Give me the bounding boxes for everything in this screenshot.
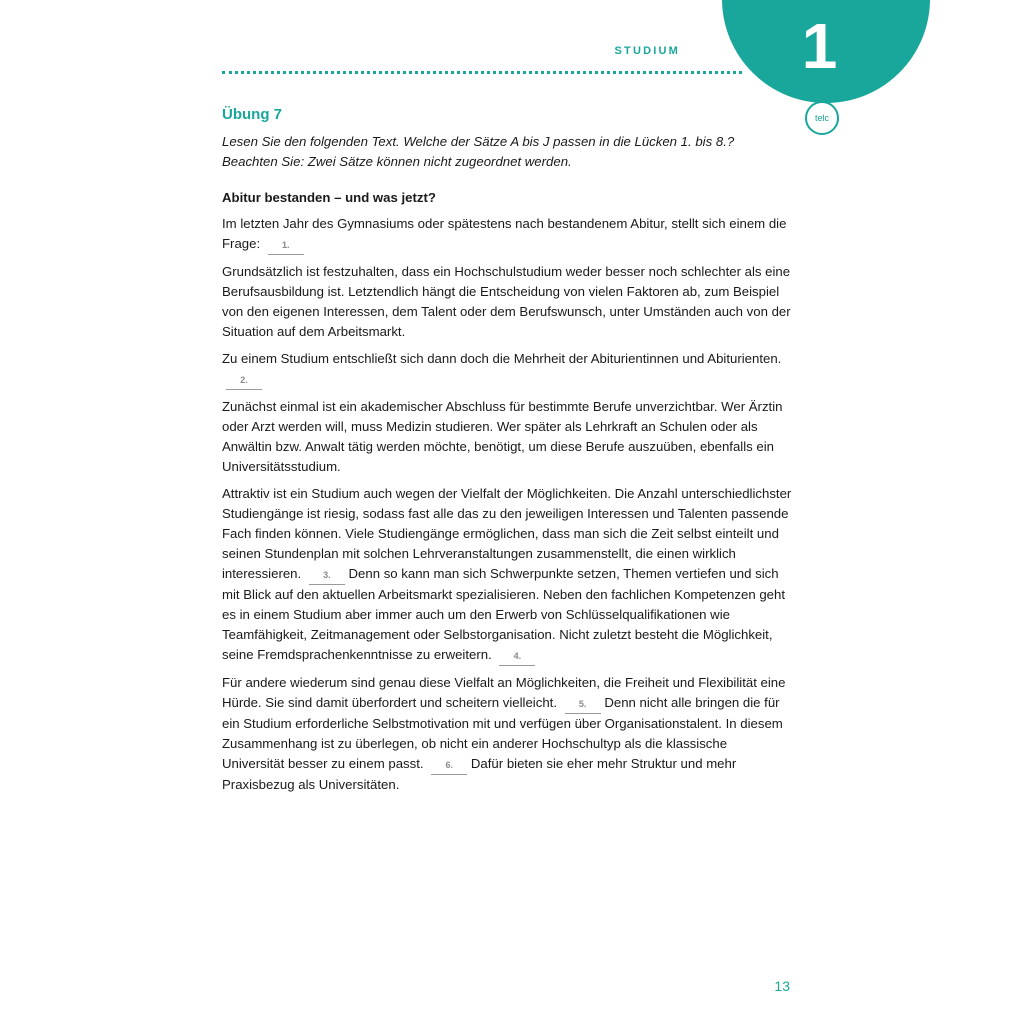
gap-2: 2. [226, 375, 262, 390]
paragraph-4 [222, 397, 792, 477]
article-title: Abitur bestanden – und was jetzt? [222, 190, 436, 205]
paragraph-3 [222, 349, 792, 390]
chapter-number: 1 [801, 10, 838, 82]
telc-badge: telc [805, 101, 839, 135]
exercise-instructions: Lesen Sie den folgenden Text. Welche der Sätze A bis J passen in die Lücken 1. bis 8.? Beachten Sie: Zwei Sätze können nicht zugeordnet werden. [222, 134, 735, 169]
gap-3: 3. [309, 570, 345, 585]
exercise-title: Übung 7 [222, 106, 282, 123]
paragraph-text: Im letzten Jahr des Gymnasiums oder spätestens nach bestandenem Abitur, stellt sich einem die Frage: [222, 216, 787, 251]
section-label: STUDIUM [614, 45, 680, 57]
paragraph-text: Denn so kann man sich Schwerpunkte setzen, Themen vertiefen und sich mit Blick auf den aktuellen Arbeitsmarkt spezialisieren. Neben den fachlichen Kompetenzen geht es in einem Studium aber immer auch um den Erwerb von Schlüsselqualifikationen wie Teamfähigkeit, Zeitmanagement oder Selbstorganisation. Nicht zuletzt besteht die Möglichkeit, seine Fremdsprachenkenntnisse zu erweitern. [222, 566, 785, 662]
gap-5: 5. [565, 699, 601, 714]
paragraph-5 [222, 484, 792, 666]
paragraph-1 [222, 214, 792, 255]
paragraph-text: Für andere wiederum sind genau diese Vielfalt an Möglichkeiten, die Freiheit und Flexibilität eine Hürde. Sie sind damit überfordert und scheitern vielleicht. [222, 675, 786, 710]
paragraph-text: Denn nicht alle bringen die für ein Studium erforderliche Selbstmotivation mit und verfügen über Organisationstalent. In diesem Zusammenhang ist zu überlegen, ob nicht ein anderer Hochschultyp als die klassische Universität besser zu einem passt. [222, 695, 783, 771]
paragraph-6 [222, 673, 792, 795]
paragraph-text: Attraktiv ist ein Studium auch wegen der Vielfalt der Möglichkeiten. Die Anzahl unterschiedlichster Studiengänge ist riesig, sodass fast alle das zu den jeweiligen Interessen und Talenten passende Fach finden können. Viele Studiengänge ermöglichen, dass man sich die Zeit selbst einteilt und seinen Stundenplan mit solchen Lehrveranstaltungen zusammenstellt, die einen wirklich interessieren. [222, 486, 792, 581]
paragraph-text: Zunächst einmal ist ein akademischer Abschluss für bestimmte Berufe unverzichtbar. Wer Ärztin oder Arzt werden will, muss Medizin studieren. Wer später als Lehrkraft an Schulen oder als Anwältin bzw. Anwalt tätig werden möchte, benötigt, um diese Berufe auszuüben, ebenfalls ein Universitätsstudium. [222, 399, 783, 474]
paragraph-text: Zu einem Studium entschließt sich dann doch die Mehrheit der Abiturientinnen und Abiturienten. [222, 351, 782, 366]
paragraph-2 [222, 262, 792, 342]
paragraph-text: Grundsätzlich ist festzuhalten, dass ein Hochschulstudium weder besser noch schlechter als eine Berufsausbildung ist. Letztendlich hängt die Entscheidung von vielen Faktoren ab, zum Beispiel von den eigenen Interessen, dem Talent oder dem Berufswunsch, unter Umständen auch von der Situation auf dem Arbeitsmarkt. [222, 264, 791, 339]
gap-6: 6. [431, 760, 467, 775]
page-number: 13 [774, 978, 790, 994]
gap-4: 4. [499, 651, 535, 666]
paragraph-text: Dafür bieten sie eher mehr Struktur und mehr Praxisbezug als Universitäten. [222, 756, 737, 792]
gap-1: 1. [268, 240, 304, 255]
page-content [222, 104, 792, 802]
header-divider [222, 71, 742, 74]
